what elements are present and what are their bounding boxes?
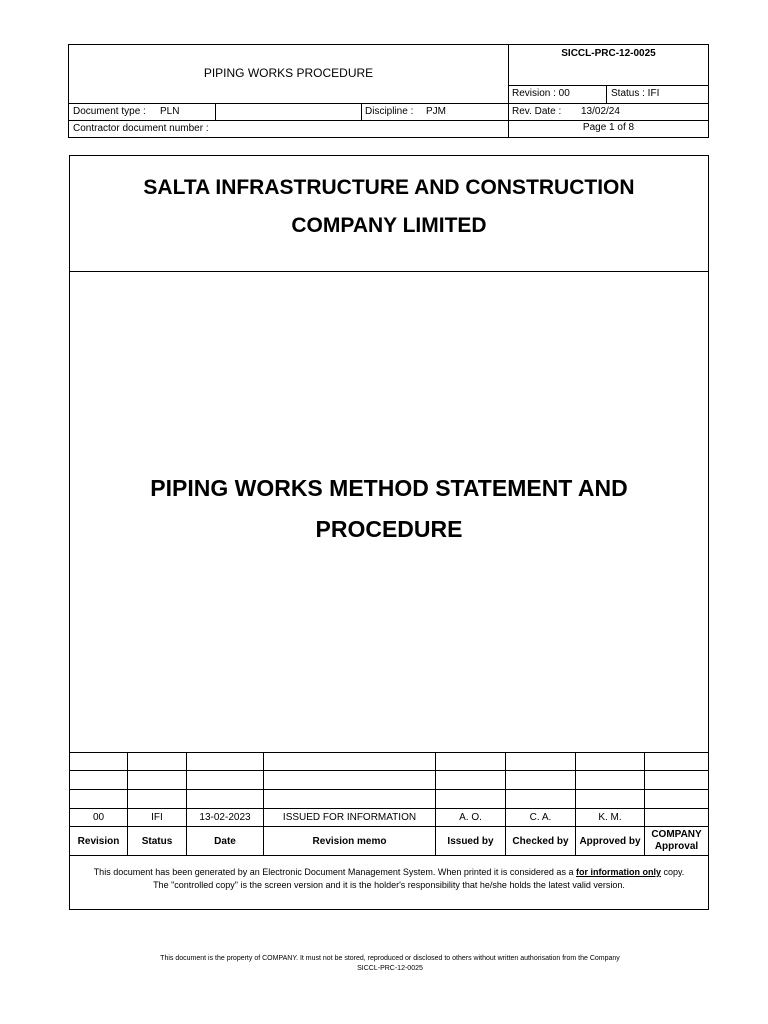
approved-by-header: Approved by <box>579 835 641 847</box>
for-information-only: for information only <box>575 866 661 877</box>
date-cell: 13-02-2023 <box>199 811 251 823</box>
revision-memo-cell: ISSUED FOR INFORMATION <box>282 811 417 823</box>
checked-by-header: Checked by <box>512 835 569 847</box>
header-divider-status <box>606 85 607 103</box>
company-approval-header-line1: COMPANY <box>651 829 702 840</box>
revision-memo-header: Revision memo <box>312 835 387 847</box>
document-header-title: PIPING WORKS PROCEDURE <box>203 66 374 80</box>
company-approval-header <box>645 827 708 855</box>
revision-table-line <box>69 752 709 753</box>
company-approval-cell <box>645 808 708 826</box>
edms-notice-line2: The "controlled copy" is the screen version and it is the holder's responsibility that he/she holds the latest valid version. <box>153 879 625 890</box>
page-number: Page 1 of 8 <box>582 121 635 133</box>
header-divider-doctype <box>215 103 216 120</box>
discipline-value: PJM <box>426 106 446 117</box>
company-name-line1: SALTA INFRASTRUCTURE AND CONSTRUCTION <box>143 176 635 199</box>
edms-notice-end: copy. <box>660 866 685 877</box>
company-approval-header-line2: Approval <box>654 841 699 852</box>
header-border-top <box>68 44 709 45</box>
issued-by-header: Issued by <box>447 835 494 847</box>
header-line-title <box>68 103 709 104</box>
issued-by-cell: A. O. <box>459 811 482 823</box>
header-divider-discipline <box>361 103 362 120</box>
company-separator <box>69 271 709 272</box>
revision-table-line <box>69 855 709 856</box>
header-line-code <box>508 85 708 86</box>
revision-cell: 00 <box>92 811 105 823</box>
revision-label: Revision : 00 <box>512 88 570 99</box>
document-title-line2: PROCEDURE <box>315 515 463 542</box>
rev-date-label: Rev. Date : <box>512 106 562 117</box>
status-header: Status <box>141 835 173 847</box>
edms-notice-line1 <box>70 865 708 878</box>
header-border-right <box>708 44 709 138</box>
revision-table-line <box>69 770 709 771</box>
footer-property-notice: This document is the property of COMPANY. It must not be stored, reproduced or disclosed to others without written authorisation from the Company <box>160 954 620 962</box>
revision-table-line <box>69 789 709 790</box>
header-border-bottom <box>68 137 709 138</box>
discipline-label: Discipline : <box>365 106 414 117</box>
date-header: Date <box>214 835 236 847</box>
edms-notice-text: This document has been generated by an Electronic Document Management System. When printed it is considered as a <box>93 866 576 877</box>
contractor-document-label: Contractor document number : <box>73 123 209 134</box>
header-border-left <box>68 44 69 138</box>
document-code: SICCL-PRC-12-0025 <box>561 47 656 59</box>
checked-by-cell: C. A. <box>529 811 552 823</box>
approved-by-cell: K. M. <box>598 811 622 823</box>
status-cell: IFI <box>151 811 163 823</box>
company-name-line2: COMPANY LIMITED <box>291 214 487 237</box>
revision-header: Revision <box>77 835 120 847</box>
document-type-value: PLN <box>160 106 180 117</box>
document-title-line1: PIPING WORKS METHOD STATEMENT AND <box>150 474 628 501</box>
rev-date-value: 13/02/24 <box>581 106 620 117</box>
footer-document-code: SICCL-PRC-12-0025 <box>357 964 423 972</box>
status-label: Status : IFI <box>611 88 660 99</box>
document-type-label: Document type : <box>73 106 146 117</box>
